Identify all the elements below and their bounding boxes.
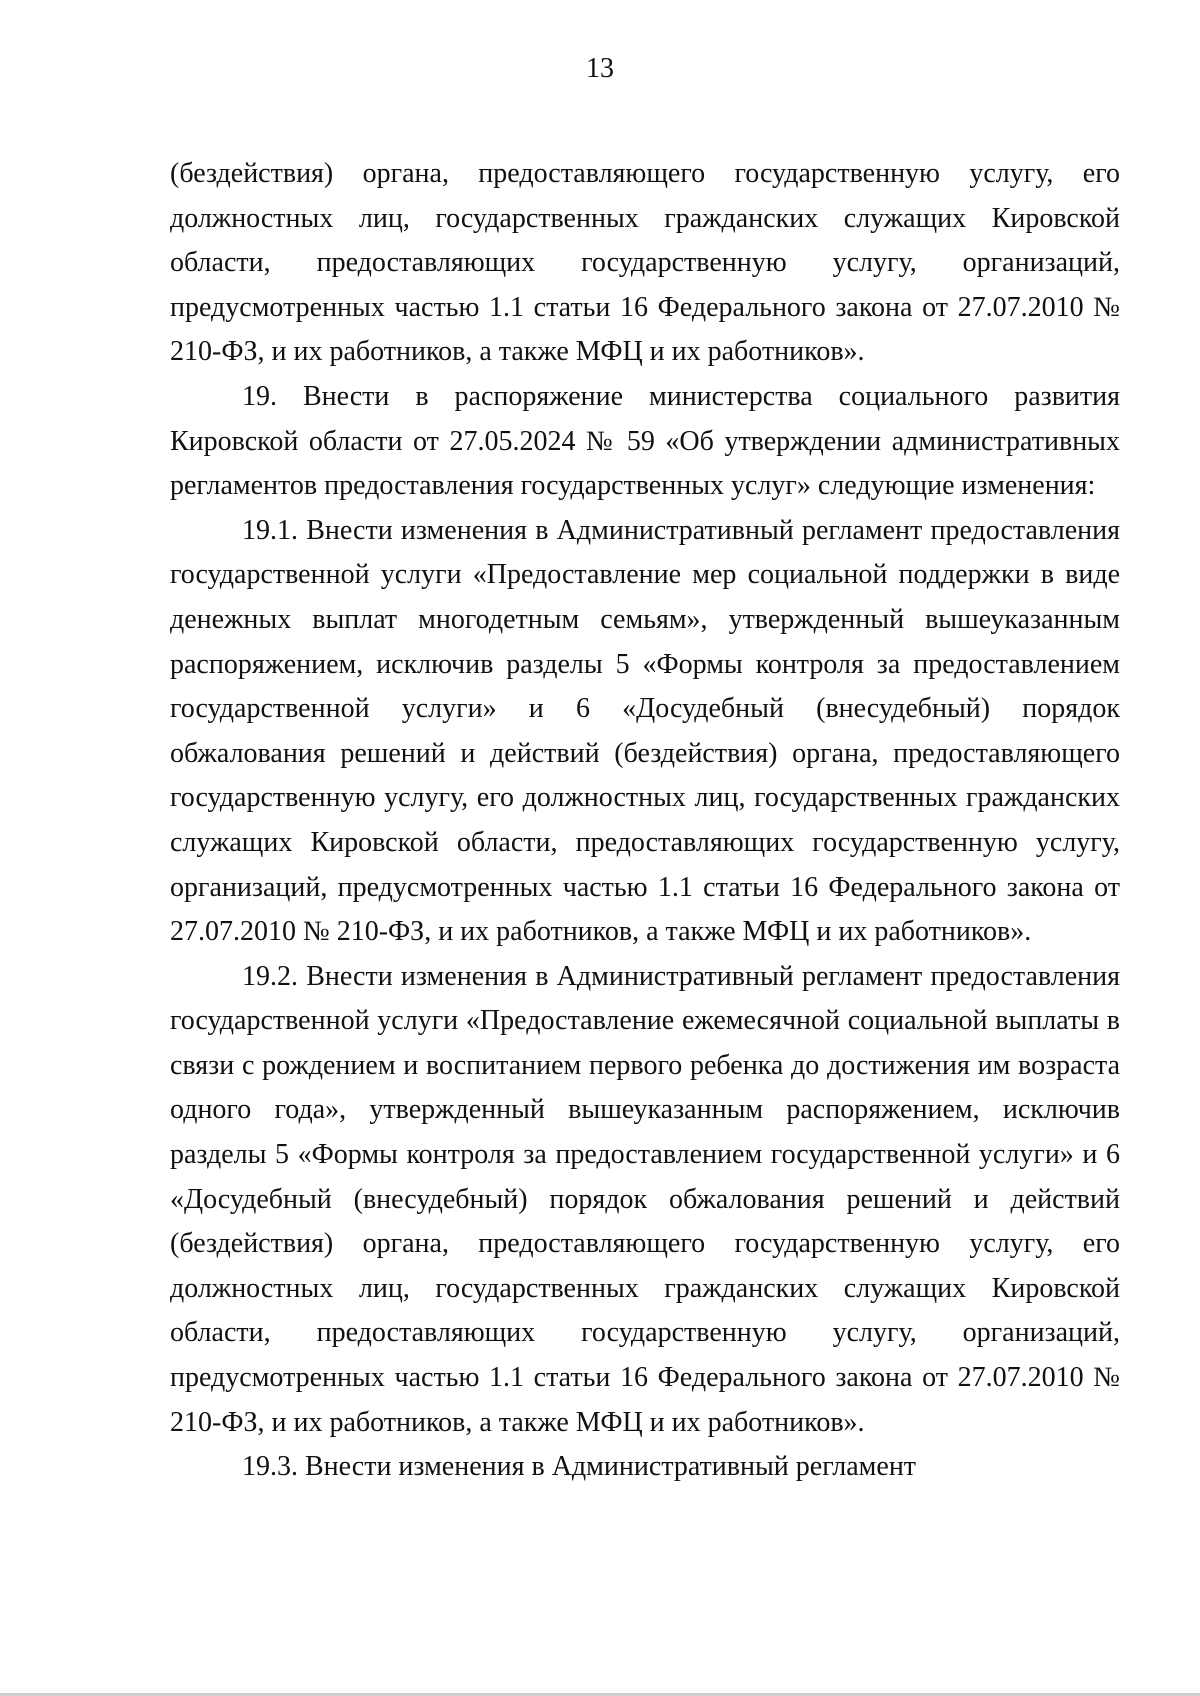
- paragraph-continuation: (бездействия) органа, предоставляющего государственную услугу, его должностных лиц, государственных гражданских служащих Кировской области, предоставляющих государственную услугу, организаций, предусмотренных частью 1.1 статьи 16 Федерального закона от 27.07.2010 № 210-ФЗ, и их работников, а также МФЦ и их работников».: [170, 158, 1120, 368]
- document-body: [170, 152, 1120, 1490]
- page-number: 13: [586, 53, 614, 84]
- paragraph-item-19-2: 19.2. Внести изменения в Административный регламент предоставления государственной услуги «Предоставление ежемесячной социальной выплаты в связи с рождением и воспитанием первого ребенка до достижения им возраста одного года», утвержденный вышеуказанным распоряжением, исключив разделы 5 «Формы контроля за предоставлением государственной услуги» и 6 «Досудебный (внесудебный) порядок обжалования решений и действий (бездействия) органа, предоставляющего государственную услугу, его должностных лиц, государственных гражданских служащих Кировской области, предоставляющих государственную услугу, организаций, предусмотренных частью 1.1 статьи 16 Федерального закона от 27.07.2010 № 210-ФЗ, и их работников, а также МФЦ и их работников».: [170, 960, 1120, 1438]
- paragraph-item-19-1: 19.1. Внести изменения в Административный регламент предоставления государственной услуги «Предоставление мер социальной поддержки в виде денежных выплат многодетным семьям», утвержденный вышеуказанным распоряжением, исключив разделы 5 «Формы контроля за предоставлением государственной услуги» и 6 «Досудебный (внесудебный) порядок обжалования решений и действий (бездействия) органа, предоставляющего государственную услугу, его должностных лиц, государственных гражданских служащих Кировской области, предоставляющих государственную услугу, организаций, предусмотренных частью 1.1 статьи 16 Федерального закона от 27.07.2010 № 210-ФЗ, и их работников, а также МФЦ и их работников».: [170, 514, 1120, 948]
- paragraph-item-19-3: 19.3. Внести изменения в Административный регламент: [242, 1451, 917, 1483]
- paragraph-item-19: 19. Внести в распоряжение министерства социального развития Кировской области от 27.05.2024 № 59 «Об утверждении административных регламентов предоставления государственных услуг» следующие изменения:: [170, 380, 1120, 502]
